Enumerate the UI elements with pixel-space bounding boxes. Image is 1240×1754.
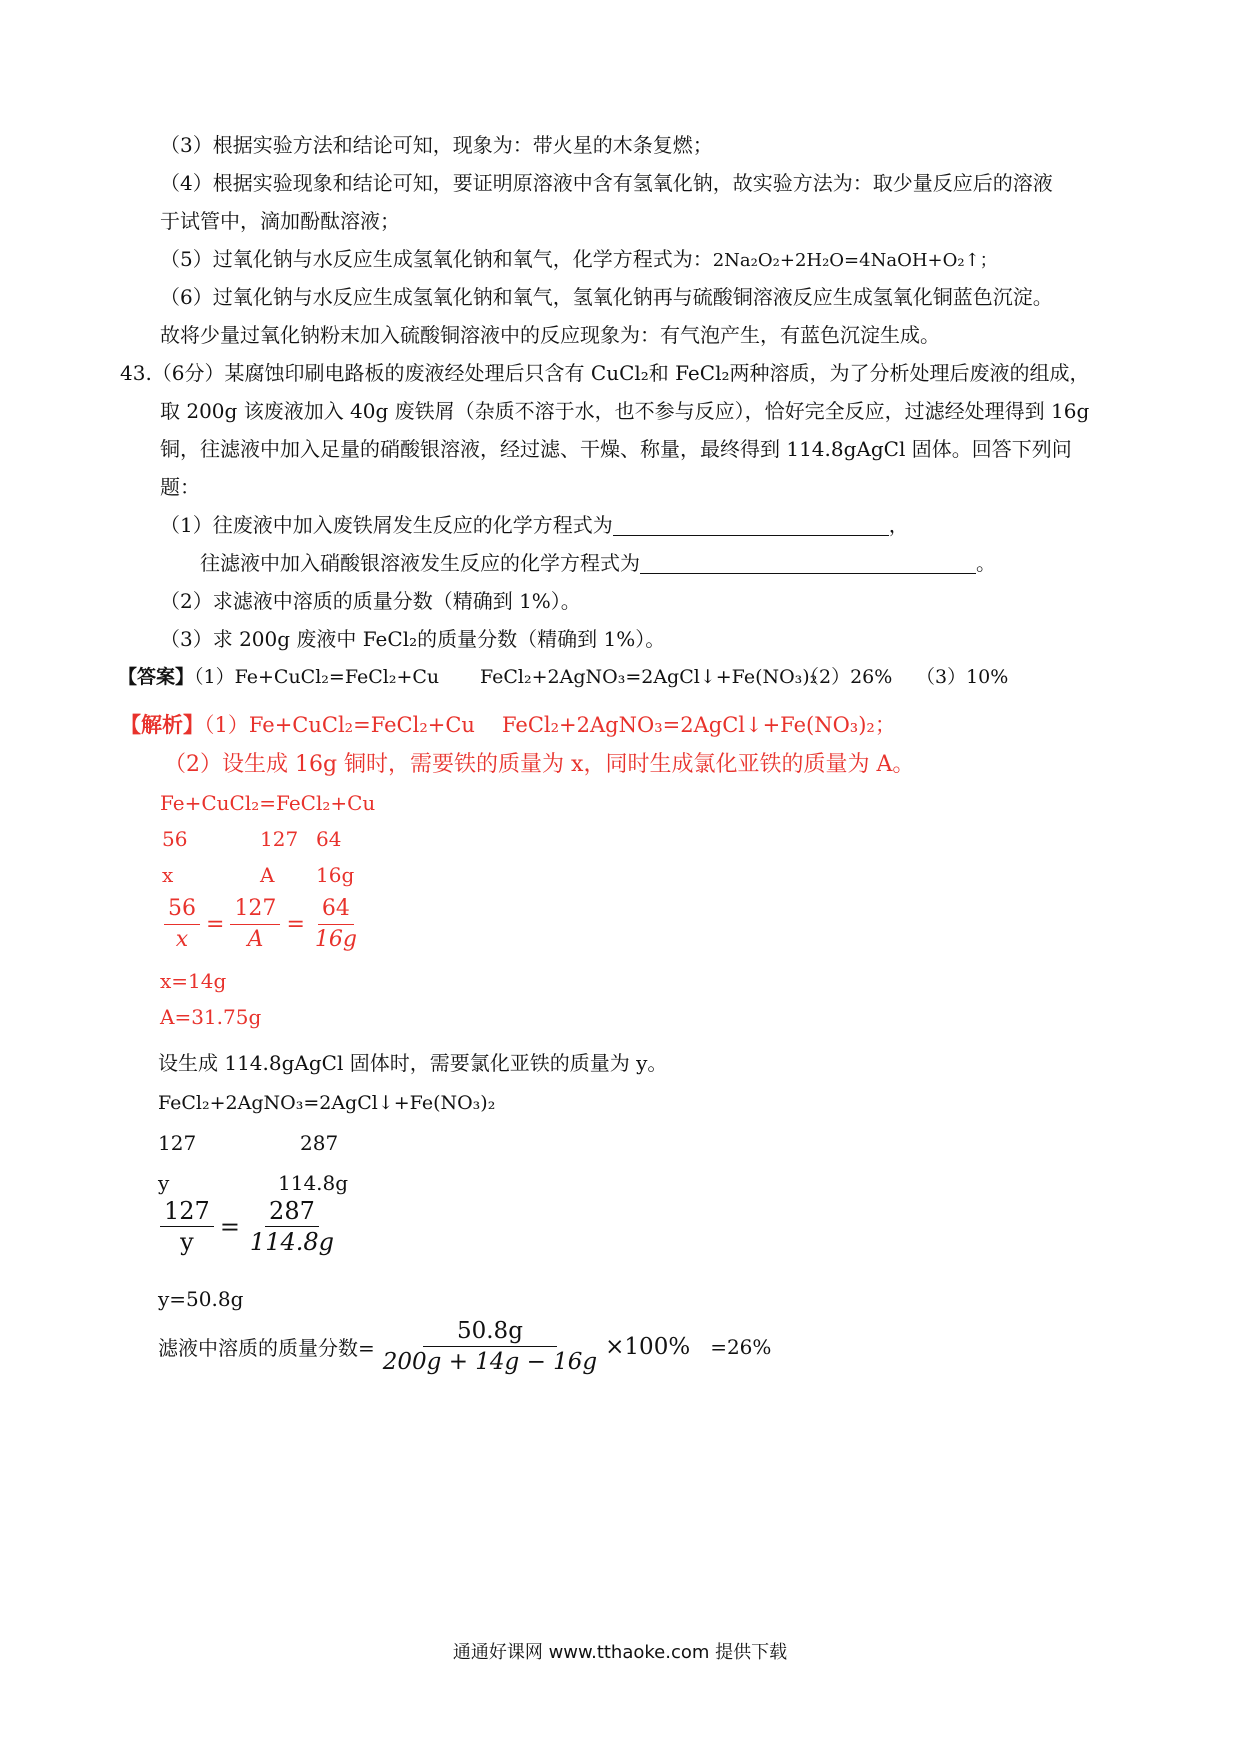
ratio-row-2-col-1: x (162, 863, 174, 887)
ratio-row-1-col-3: 64 (316, 827, 342, 851)
question-part-1a-text: （1）往废液中加入废铁屑发生反应的化学方程式为 (160, 513, 613, 537)
proportion-fraction-1: $\frac{56}{x}$ = $\frac{127}{A}$ = $\frac{64}{16g}$ (160, 896, 365, 953)
frac1-den-3: 16g (314, 927, 357, 952)
question-part-1a (160, 512, 909, 538)
ratio2-row-1-col-2: 287 (300, 1131, 339, 1155)
answer-tag: 【答案】 (118, 666, 195, 688)
solution-line-6a: （6）过氧化钠与水反应生成氢氧化钠和氧气，氢氧化钠再与硫酸铜溶液反应生成氢氧化铜蓝色沉淀。 (160, 285, 1053, 309)
ratio2-row-1-col-1: 127 (158, 1131, 197, 1155)
analysis-equation-2: FeCl₂+2AgNO₃=2AgCl↓+Fe(NO₃)₂ (158, 1092, 496, 1114)
question-line-1: 43.（6分）某腐蚀印刷电路板的废液经处理后只含有 CuCl₂和 FeCl₂两种溶质，为了分析处理后废液的组成， (120, 361, 1090, 385)
answer-part-2: （2）26% (800, 666, 893, 688)
question-line-4: 题： (160, 475, 200, 499)
frac1-den-1: x (175, 927, 189, 952)
frac1-num-1: 56 (164, 896, 200, 925)
answer-blank-1[interactable] (613, 515, 889, 536)
ratio2-row-2-col-2: 114.8g (278, 1171, 349, 1195)
frac2-num-2: 287 (265, 1198, 319, 1227)
question-line-2: 取 200g 该废液加入 40g 废铁屑（杂质不溶于水，也不参与反应），恰好完全反应，过滤经处理得到 16g (160, 399, 1090, 423)
frac1-num-3: 64 (318, 896, 354, 925)
analysis-line-2: （2）设生成 16g 铜时，需要铁的质量为 x，同时生成氯化亚铁的质量为 A。 (164, 752, 915, 777)
answer-line (118, 664, 439, 690)
mass-fraction-label: 滤液中溶质的质量分数= (158, 1336, 375, 1360)
answer-blank-2[interactable] (640, 553, 976, 574)
ratio-row-2-col-2: A (260, 863, 275, 887)
page-footer: 通通好课网 www.tthaoke.com 提供下载 (452, 1642, 788, 1663)
frac2-den-2: 114.8g (249, 1228, 334, 1256)
analysis-intro-b: 设生成 114.8gAgCl 固体时，需要氯化亚铁的质量为 y。 (158, 1051, 668, 1075)
answer-part-3: （3）10% (916, 666, 1009, 688)
ratio-row-2-col-3: 16g (316, 863, 355, 887)
question-line-3: 铜，往滤液中加入足量的硝酸银溶液，经过滤、干燥、称量，最终得到 114.8gAgCl 固体。回答下列问 (160, 437, 1072, 461)
frac2-num-1: 127 (160, 1198, 214, 1227)
solution-line-4b: 于试管中，滴加酚酞溶液； (160, 209, 400, 233)
mass-fraction-times: ×100% (605, 1333, 691, 1360)
result-y: y=50.8g (158, 1287, 244, 1311)
solution-line-5-text: （5）过氧化钠与水反应生成氢氧化钠和氧气，化学方程式为： (160, 247, 713, 271)
analysis-line-1b: FeCl₂+2AgNO₃=2AgCl↓+Fe(NO₃)₂； (502, 713, 896, 737)
question-part-1b-end: 。 (976, 551, 996, 575)
question-part-2: （2）求滤液中溶质的质量分数（精确到 1%）。 (160, 589, 581, 613)
question-part-1a-end: ， (888, 513, 909, 537)
mass-fraction-result: =26% (710, 1334, 772, 1359)
answer-part-1: （1）Fe+CuCl₂=FeCl₂+Cu (194, 666, 440, 688)
ratio-row-1-col-2: 127 (260, 827, 299, 851)
analysis-equation-1: Fe+CuCl₂=FeCl₂+Cu (160, 791, 376, 815)
ratio-row-1-col-1: 56 (162, 827, 188, 851)
answer-part-1b: FeCl₂+2AgNO₃=2AgCl↓+Fe(NO₃)₂ (480, 666, 818, 688)
result-a: A=31.75g (160, 1005, 262, 1029)
solution-line-6b: 故将少量过氧化钠粉末加入硫酸铜溶液中的反应现象为：有气泡产生，有蓝色沉淀生成。 (160, 323, 940, 347)
frac1-num-2: 127 (230, 896, 280, 925)
question-part-1b-text: 往滤液中加入硝酸银溶液发生反应的化学方程式为 (200, 551, 640, 575)
frac2-den-1: y (180, 1228, 194, 1256)
ratio2-row-2-col-1: y (158, 1171, 170, 1195)
question-part-1b (200, 550, 996, 576)
solution-line-4a: （4）根据实验现象和结论可知，要证明原溶液中含有氢氧化钠，故实验方法为：取少量反应后的溶液 (160, 171, 1053, 195)
analysis-line-1a: （1）Fe+CuCl₂=FeCl₂+Cu (204, 713, 475, 737)
result-x: x=14g (160, 969, 227, 993)
mass-fraction-numerator: 50.8g (423, 1318, 557, 1347)
solution-line-5 (160, 246, 998, 274)
analysis-line-1 (120, 712, 475, 738)
question-part-3: （3）求 200g 废液中 FeCl₂的质量分数（精确到 1%）。 (160, 627, 666, 651)
solution-line-3: （3）根据实验方法和结论可知，现象为：带火星的木条复燃； (160, 133, 713, 157)
solution-line-5-equation: 2Na₂O₂+2H₂O=4NaOH+O₂↑； (712, 250, 998, 271)
proportion-fraction-2: $\frac{127}{y}$ = $\frac{287}{114.8g}$ (156, 1198, 342, 1255)
mass-fraction-denominator: 200g + 14g − 16g (382, 1349, 598, 1375)
analysis-tag: 【解析】 (120, 712, 204, 737)
frac1-den-2: A (247, 927, 264, 952)
mass-fraction-formula (158, 1318, 771, 1375)
